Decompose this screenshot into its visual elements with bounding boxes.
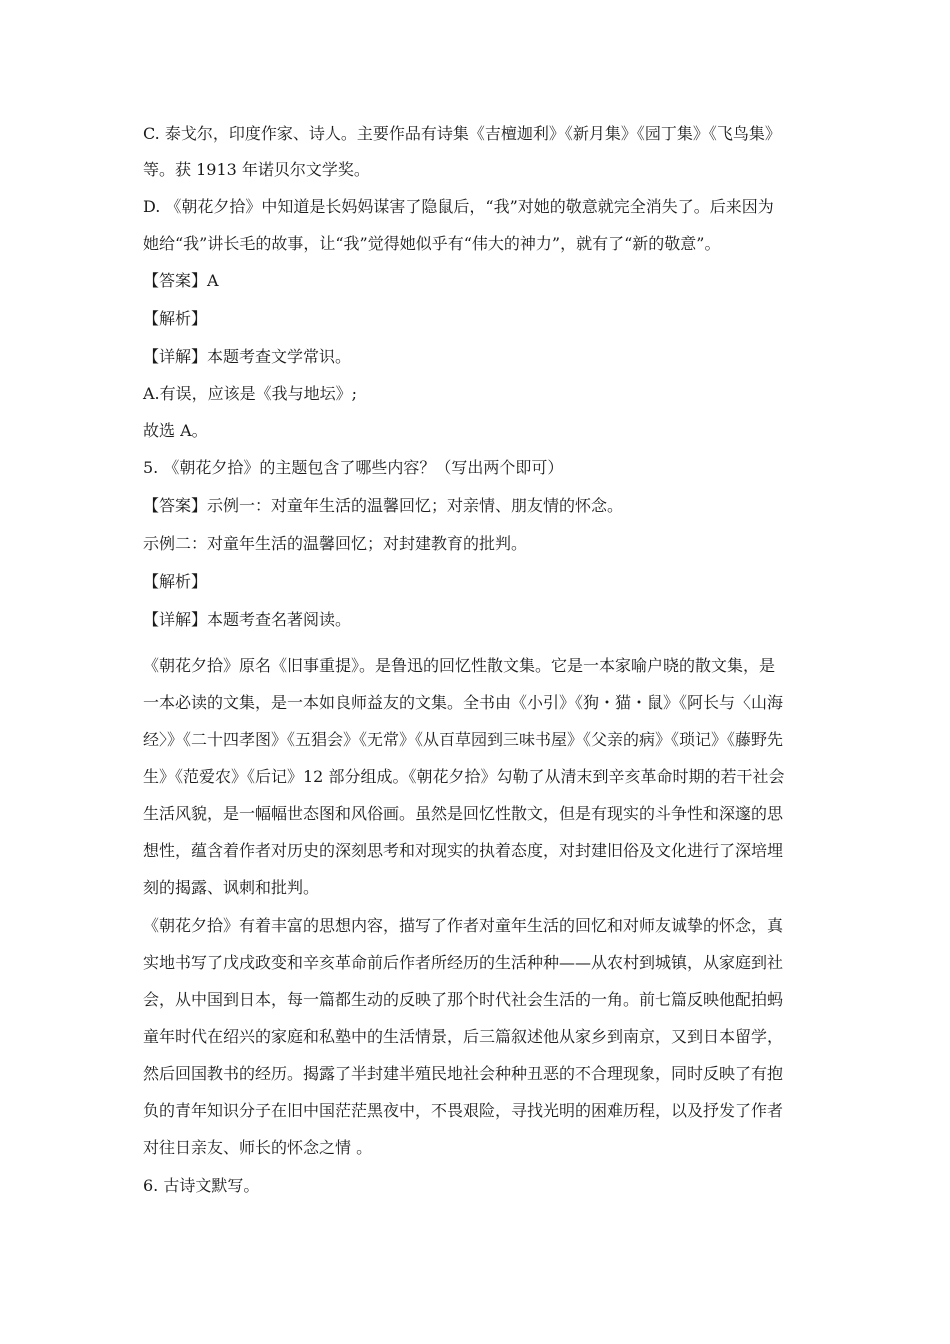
paragraph-1-line-1: 《朝花夕拾》原名《旧事重提》。是鲁迅的回忆性散文集。它是一本家喻户晓的散文集，是 [143,656,776,675]
paragraph-1-line-7: 刻的揭露、讽刺和批判。 [143,878,320,897]
paragraph-1-line-4: 生》《范爱农》《后记》12 部分组成。《朝花夕拾》勾勒了从清末到辛亥革命时期的若干社会 [143,767,785,786]
detail-a-line: A.有误，应该是《我与地坛》; [143,384,358,403]
analysis-label-q4: 【解析】 [143,309,208,328]
paragraph-2-line-6: 负的青年知识分子在旧中国茫茫黑夜中，不畏艰险，寻找光明的困难历程，以及抒发了作者 [143,1101,784,1120]
paragraph-2-line-5: 然后回国教书的经历。揭露了半封建半殖民地社会种种丑恶的不合理现象，同时反映了有抱 [143,1064,784,1083]
option-d-line-2: 她给“我”讲长毛的故事，让“我”觉得她似乎有“伟大的神力”，就有了“新的敬意”。 [143,234,721,253]
paragraph-1-line-2: 一本必读的文集，是一本如良师益友的文集。全书由《小引》《狗・猫・鼠》《阿长与〈山海 [143,693,784,712]
paragraph-2-line-7: 对往日亲友、师长的怀念之情 。 [143,1138,373,1157]
analysis-label-q5: 【解析】 [143,572,208,591]
paragraph-2-line-1: 《朝花夕拾》有着丰富的思想内容，描写了作者对童年生活的回忆和对师友诚挚的怀念，真 [143,916,784,935]
option-d-line-1: D. 《朝花夕拾》中知道是长妈妈谋害了隐鼠后，“我”对她的敬意就完全消失了。后来因为 [143,197,774,216]
option-c-line-1: C. 泰戈尔，印度作家、诗人。主要作品有诗集《吉檀迦利》《新月集》《园丁集》《飞鸟集》 [143,124,781,143]
question-5: 5. 《朝花夕拾》的主题包含了哪些内容？（写出两个即可） [143,458,564,477]
question-6: 6. 古诗文默写。 [143,1176,260,1195]
paragraph-2-line-2: 实地书写了戊戌政变和辛亥革命前后作者所经历的生活种种——从农村到城镇，从家庭到社 [143,953,784,972]
option-c-line-2: 等。获 1913 年诺贝尔文学奖。 [143,160,370,179]
paragraph-2-line-3: 会，从中国到日本，每一篇都生动的反映了那个时代社会生活的一角。前七篇反映他配拍蚂 [143,990,784,1009]
answer-label-q4: 【答案】A [143,271,219,290]
paragraph-1-line-3: 经〉》《二十四孝图》《五猖会》《无常》《从百草园到三味书屋》《父亲的病》《琐记》《藤野先 [143,730,784,749]
choose-line: 故选 A。 [143,421,208,440]
paragraph-1-line-5: 生活风貌，是一幅幅世态图和风俗画。虽然是回忆性散文，但是有现实的斗争性和深邃的思 [143,804,784,823]
paragraph-1-line-6: 想性，蕴含着作者对历史的深刻思考和对现实的执着态度，对封建旧俗及文化进行了深培埋 [143,841,784,860]
detail-line-q4: 【详解】本题考查文学常识。 [143,347,352,366]
detail-line-q5: 【详解】本题考查名著阅读。 [143,610,352,629]
answer-q5-line-2: 示例二：对童年生活的温馨回忆；对封建教育的批判。 [143,534,528,553]
paragraph-2-line-4: 童年时代在绍兴的家庭和私塾中的生活情景，后三篇叙述他从家乡到南京，又到日本留学， [143,1027,784,1046]
answer-q5-line-1: 【答案】示例一：对童年生活的温馨回忆；对亲情、朋友情的怀念。 [143,496,624,515]
